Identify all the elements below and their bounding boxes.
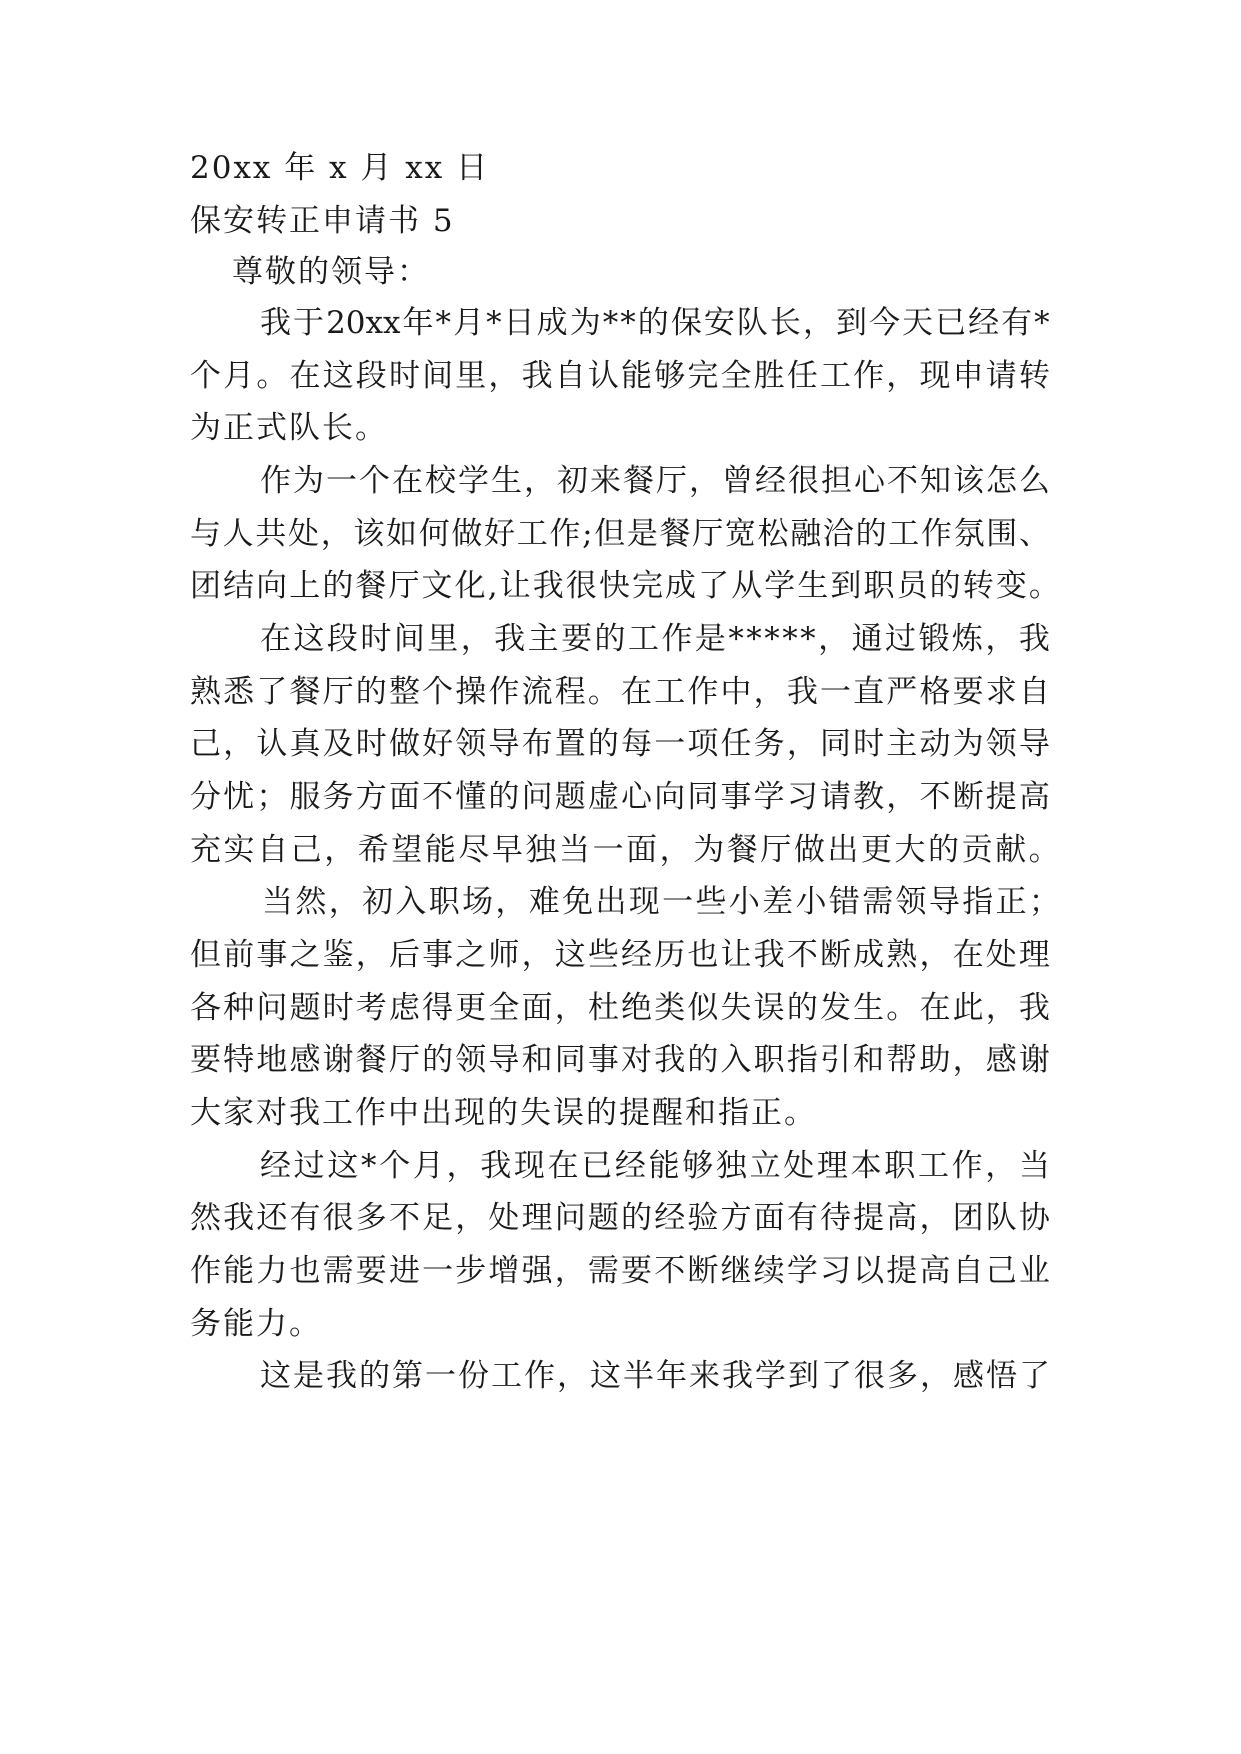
paragraph-4-line-2: 但 前 事 之 鉴 ， 后 事 之 师 ， 这 些 经 历 也 让 我 不 断 成 熟 ， 在 处 理 (190, 937, 1050, 973)
paragraph-1-line-3: 为正式队长。 (190, 410, 388, 446)
paragraph-3-line-3: 己 ， 认 真 及 时 做 好 领 导 布 置 的 每 一 项 任 务 ， 同 时 主 动 为 领 导 (190, 726, 1050, 762)
salutation: 尊敬的领导： (232, 254, 430, 290)
paragraph-3-line-4: 分 忧 ； 服 务 方 面 不 懂 的 问 题 虚 心 向 同 事 学 习 请 教 ， 不 断 提 高 (190, 779, 1050, 815)
paragraph-1-line-2: 个 月 。 在 这 段 时 间 里 ， 我 自 认 能 够 完 全 胜 任 工 作 ， 现 申 请 转 (190, 358, 1050, 394)
paragraph-5-line-2: 然 我 还 有 很 多 不 足 ， 处 理 问 题 的 经 验 方 面 有 待 提 高 ， 团 队 协 (190, 1200, 1050, 1236)
paragraph-5-line-4: 务能力。 (190, 1306, 322, 1342)
paragraph-2-line-2: 与 人 共 处 ， 该 如 何 做 好 工 作 ; 但 是 餐 厅 宽 松 融 洽 的 工 作 氛 围 、 (190, 516, 1050, 552)
document-title: 保安转正申请书 5 (190, 203, 455, 239)
paragraph-5-line-3: 作 能 力 也 需 要 进 一 步 增 强 ， 需 要 不 断 继 续 学 习 以 提 高 自 己 业 (190, 1253, 1050, 1289)
date-line: 20xx 年 x 月 xx 日 (190, 150, 490, 186)
paragraph-5-line-1: 经 过 这 * 个 月 ， 我 现 在 已 经 能 够 独 立 处 理 本 职 工 作 ， 当 (260, 1148, 1050, 1184)
paragraph-4-line-4: 要 特 地 感 谢 餐 厅 的 领 导 和 同 事 对 我 的 入 职 指 引 和 帮 助 ， 感 谢 (190, 1042, 1050, 1078)
paragraph-3-line-1: 在 这 段 时 间 里 ， 我 主 要 的 工 作 是 * * * * * ， 通 过 锻 炼 ， 我 (260, 621, 1050, 657)
paragraph-2-line-1: 作 为 一 个 在 校 学 生 ， 初 来 餐 厅 ， 曾 经 很 担 心 不 知 该 怎 么 (260, 463, 1050, 499)
paragraph-2-line-3: 团 结 向 上 的 餐 厅 文 化 , 让 我 很 快 完 成 了 从 学 生 到 职 员 的 转 变 。 (190, 568, 1060, 604)
paragraph-3-line-2: 熟 悉 了 餐 厅 的 整 个 操 作 流 程 。 在 工 作 中 ， 我 一 直 严 格 要 求 自 (190, 674, 1050, 710)
paragraph-4-line-3: 各 种 问 题 时 考 虑 得 更 全 面 ， 杜 绝 类 似 失 误 的 发 生 。 在 此 ， 我 (190, 990, 1050, 1026)
paragraph-6-line-1: 这 是 我 的 第 一 份 工 作 ， 这 半 年 来 我 学 到 了 很 多 ， 感 悟 了 (260, 1358, 1050, 1394)
paragraph-1-line-1: 我 于 20xx 年 * 月 * 日 成 为 * * 的 保 安 队 长 ， 到 今 天 已 经 有 * (260, 305, 1050, 341)
paragraph-4-line-1: 当 然 ， 初 入 职 场 ， 难 免 出 现 一 些 小 差 小 错 需 领 导 指 正 ； (262, 884, 1060, 920)
paragraph-4-line-5: 大家对我工作中出现的失误的提醒和指正。 (190, 1095, 817, 1131)
paragraph-3-line-5: 充 实 自 己 ， 希 望 能 尽 早 独 当 一 面 ， 为 餐 厅 做 出 更 大 的 贡 献 。 (190, 832, 1060, 868)
